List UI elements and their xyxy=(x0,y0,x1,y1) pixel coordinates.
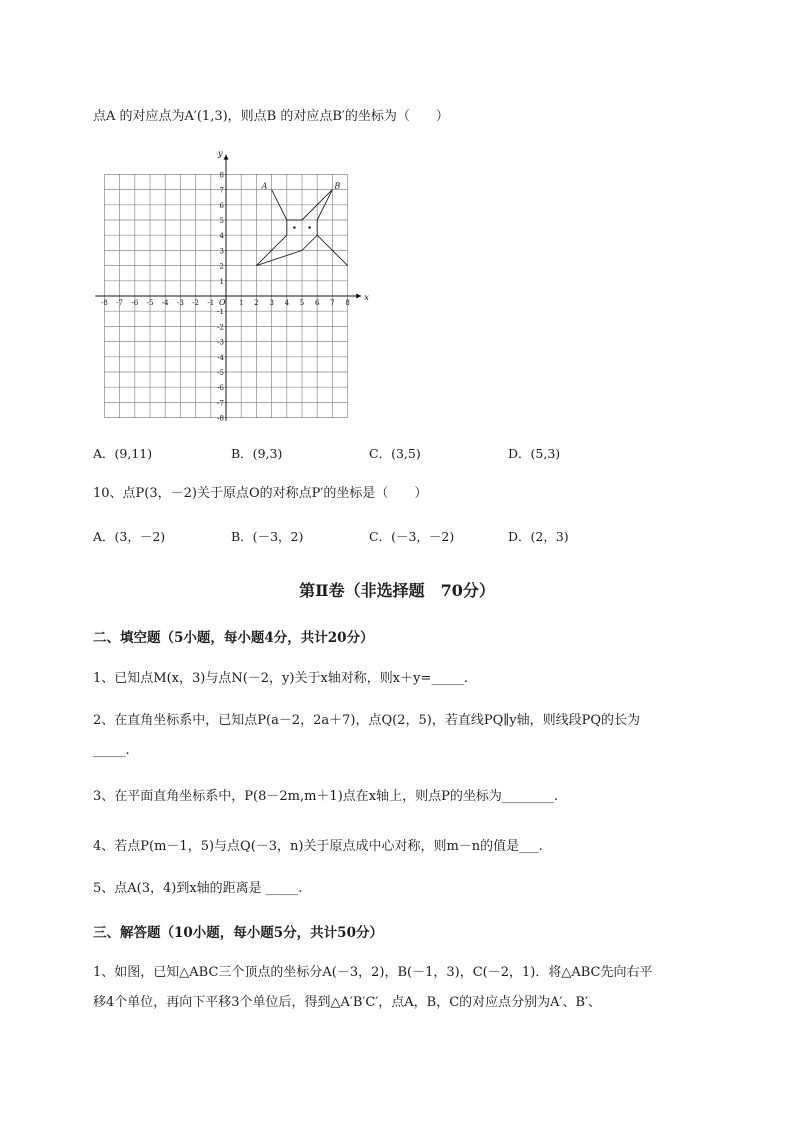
q9-option-c[interactable]: C．(3,5) xyxy=(369,446,421,461)
fill-item-3: 3、在平面直角坐标系中，P(8－2m,m＋1)点在x轴上，则点P的坐标为________. xyxy=(93,789,558,804)
x-axis-arrow xyxy=(356,294,361,299)
x-tick-label: 8 xyxy=(345,299,350,307)
answer-section-heading: 三、解答题（10小题，每小题5分，共计50分） xyxy=(93,925,383,941)
y-tick-label: 8 xyxy=(219,171,224,180)
origin-label: O xyxy=(219,298,226,307)
fill-item-2: 2、在直角坐标系中，已知点P(a－2，2a＋7)，点Q(2，5)，若直线PQ∥y轴，则线段PQ的长为 xyxy=(93,713,640,728)
fill-item-4: 4、若点P(m－1，5)与点Q(－3，n)关于原点成中心对称，则m－n的值是___. xyxy=(93,839,543,854)
x-tick-label: -7 xyxy=(116,299,124,307)
x-tick-label: -6 xyxy=(131,299,139,307)
y-tick-label: 6 xyxy=(219,201,224,210)
y-tick-label: 5 xyxy=(219,217,224,225)
x-tick-label: -4 xyxy=(161,299,169,307)
y-axis-label: y xyxy=(218,149,223,159)
x-tick-label: -8 xyxy=(100,299,108,307)
x-tick-label: -3 xyxy=(176,299,184,307)
figure-dot xyxy=(293,226,295,228)
part2-title: 第Ⅱ卷（非选择题 70分） xyxy=(299,581,495,600)
y-tick-label: 1 xyxy=(219,277,224,286)
x-tick-label: -1 xyxy=(207,299,215,307)
y-tick-label: -7 xyxy=(217,399,224,408)
x-tick-label: 7 xyxy=(330,299,335,307)
y-tick-label: 7 xyxy=(219,186,224,195)
q10-option-d[interactable]: D．(2，3) xyxy=(508,529,569,544)
y-tick-label: -1 xyxy=(217,308,224,317)
y-tick-label: -3 xyxy=(217,338,224,347)
q10-stem: 10、点P(3，－2)关于原点O的对称点P′的坐标是（ ） xyxy=(93,486,428,501)
answer-item-1-line-1: 1、如图，已知△ABC三个顶点的坐标分A(－3，2)，B(－1，3)，C(－2，1)．将△ABC先向右平 xyxy=(93,965,653,980)
figure-dot xyxy=(308,226,310,228)
y-tick-label: -5 xyxy=(217,369,224,377)
x-tick-label: -5 xyxy=(146,299,154,307)
answer-item-1-line-2: 移4个单位，再向下平移3个单位后，得到△A′B′C′，点A，B，C的对应点分别为A′、B′、 xyxy=(93,995,602,1010)
x-tick-label: 1 xyxy=(238,299,244,307)
fill-item-1: 1、已知点M(x，3)与点N(－2，y)关于x轴对称，则x＋y=_____. xyxy=(93,671,468,686)
point-label-b: B xyxy=(334,181,341,191)
y-tick-label: -2 xyxy=(217,323,224,332)
q10-option-b[interactable]: B．(－3，2) xyxy=(231,529,304,544)
x-axis-label: x xyxy=(364,293,369,302)
x-tick-label: 5 xyxy=(299,299,305,307)
x-tick-label: 6 xyxy=(314,299,320,307)
y-tick-label: 4 xyxy=(219,232,224,241)
q9-option-b[interactable]: B．(9,3) xyxy=(231,446,283,461)
coordinate-grid-figure xyxy=(88,148,378,428)
q9-option-a[interactable]: A．(9,11) xyxy=(93,446,153,461)
y-axis-arrow xyxy=(224,155,229,160)
x-tick-label: -2 xyxy=(192,299,200,307)
y-tick-label: 3 xyxy=(219,247,224,256)
point-label-a: A xyxy=(261,181,268,191)
y-tick-label: -8 xyxy=(217,414,224,423)
x-tick-label: 4 xyxy=(284,299,290,307)
q9-option-d[interactable]: D．(5,3) xyxy=(508,446,561,461)
y-tick-label: -4 xyxy=(217,353,224,362)
q10-option-c[interactable]: C．(－3，－2) xyxy=(369,529,455,544)
fill-item-5: 5、点A(3，4)到x轴的距离是 _____. xyxy=(93,881,303,896)
x-tick-label: 2 xyxy=(254,299,259,307)
fill-item-2-cont: _____. xyxy=(93,743,130,758)
x-tick-label: 3 xyxy=(269,299,274,307)
y-tick-label: -6 xyxy=(217,384,224,393)
q9-stem: 点A 的对应点为A′(1,3)，则点B 的对应点B′的坐标为（ ） xyxy=(93,109,449,124)
q10-option-a[interactable]: A．(3，－2) xyxy=(93,529,166,544)
fill-section-heading: 二、填空题（5小题，每小题4分，共计20分） xyxy=(93,630,374,646)
y-tick-label: 2 xyxy=(219,262,224,271)
